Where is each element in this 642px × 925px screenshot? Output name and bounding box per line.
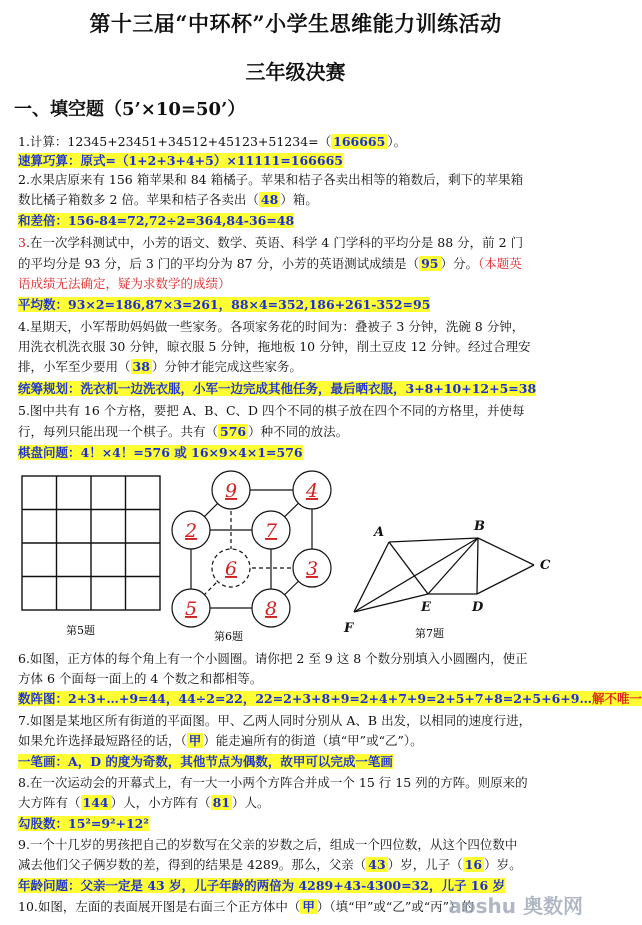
question-2-line2 xyxy=(18,191,574,208)
q1-end: ）。 xyxy=(387,134,407,149)
question-6-line1: 6.如图，正方体的每个角上有一个小圆圈。请你把 2 至 9 这 8 个数分别填入小圆圈内，使正 xyxy=(18,651,528,666)
question-9-line2 xyxy=(18,856,574,873)
q10-end: ）（填“甲”或“乙”或“丙”）的 xyxy=(316,899,474,914)
q7-end: ）能走遍所有的街道（填“甲”或“乙”）。 xyxy=(203,733,423,748)
q7-solution-text: 一笔画：A，D 的度为奇数，其他节点为偶数，故甲可以完成一笔画 xyxy=(18,754,393,769)
fig6-num-3: 3 xyxy=(305,558,319,580)
fig6-num-6: 6 xyxy=(224,558,238,580)
q8-solution xyxy=(18,815,574,832)
q8-answer-small: 81 xyxy=(212,795,231,810)
q4-solution xyxy=(18,380,574,397)
q10-answer: 甲 xyxy=(302,899,315,914)
q2-end: ）箱。 xyxy=(280,192,318,207)
q2-solution xyxy=(18,212,574,229)
question-6-line2: 方体 6 个面每一面上的 4 个数之和都相等。 xyxy=(18,671,263,686)
q3-note-line2 xyxy=(18,275,574,292)
q1-solution xyxy=(18,152,574,169)
q6-solution xyxy=(18,690,642,707)
question-8-line1: 8.在一次运动会的开幕式上，有一大一小两个方阵合并成一个 15 行 15 列的方阵。则原来的 xyxy=(18,775,528,790)
fig6-num-4: 4 xyxy=(305,480,319,502)
q6-solution-note: 解不唯一 xyxy=(591,691,642,706)
q3-text: .在一次学科测试中，小芳的语文、数学、英语、科学 4 门学科的平均分是 88 分，前 2 门 xyxy=(25,235,524,250)
q9-answer-father: 43 xyxy=(368,857,386,872)
q5-solution-text: 棋盘问题：4！×4！=576 或 16×9×4×1=576 xyxy=(18,445,303,460)
q10-text: 10.如图，左面的表面展开图是右面三个正方体中（ xyxy=(18,899,301,914)
q7-solution xyxy=(18,753,574,770)
q1-text: 1.计算：12345+23451+34512+45123+51234=（ xyxy=(18,134,332,149)
question-4-line2: 用洗衣机洗衣服 30 分钟，晾衣服 5 分钟，拖地板 10 分钟，削土豆皮 12 分钟。经过合理安 xyxy=(18,339,531,354)
q8-end: ）人。 xyxy=(232,795,270,810)
watermark-logo: aoshu 奥数网 xyxy=(448,894,583,918)
fig6-num-5: 5 xyxy=(184,598,198,620)
q3-number: 3 xyxy=(18,235,26,250)
q2-answer: 48 xyxy=(260,192,279,207)
q4-answer: 38 xyxy=(132,359,150,374)
q9-solution-text: 年龄问题：父亲一定是 43 岁，儿子年龄的两倍为 4289+43-4300=32，儿子 16 岁 xyxy=(18,878,506,893)
q3-answer: 95 xyxy=(421,256,439,271)
fig7-label-a: A xyxy=(374,525,385,540)
q9-text: 减去他们父子俩岁数的差，得到的结果是 4289。那么，父亲（ xyxy=(18,857,367,872)
question-9-line1: 9.一个十几岁的男孩把自己的岁数写在父亲的岁数之后，组成一个四位数，从这个四位数中 xyxy=(18,837,518,852)
fig7-label-f: F xyxy=(344,621,354,636)
q5-text: 行，每列只能出现一个棋子。共有（ xyxy=(18,424,219,439)
fig7-label-e: E xyxy=(421,600,431,615)
q3-text2: 的平均分是 93 分，后 3 门的平均分为 87 分，小芳的英语测试成绩是（ xyxy=(18,256,420,271)
fig7-caption: 第7题 xyxy=(415,627,444,640)
q3-solution-text: 平均数：93×2=186,87×3=261，88×4=352,186+261-352=95 xyxy=(18,297,431,312)
q1-answer: 166665 xyxy=(333,134,386,149)
fig7-label-c: C xyxy=(540,558,551,573)
page-title: 第十三届“中环杯”小学生思维能力训练活动 xyxy=(89,11,502,36)
q8-solution-text: 勾股数：15²=9²+12² xyxy=(18,816,149,831)
q8-text: 大方阵有（ xyxy=(18,795,81,810)
fig5-caption: 第5题 xyxy=(66,624,95,637)
q4-solution-text: 统筹规划：洗衣机一边洗衣服，小军一边完成其他任务，最后晒衣服，3+8+10+12+5=38 xyxy=(18,381,537,396)
question-4-line1: 4.星期天，小军帮助妈妈做一些家务。各项家务花的时间为：叠被子 3 分钟，洗碗 8 分钟， xyxy=(18,319,525,334)
q2-solution-text: 和差倍：156-84=72,72÷2=364,84-36=48 xyxy=(18,213,295,228)
question-1 xyxy=(18,133,574,150)
section-heading: 一、填空题（5’×10=50’） xyxy=(14,99,246,120)
fig6-num-8: 8 xyxy=(264,598,278,620)
fig6-num-2: 2 xyxy=(184,520,198,542)
fig6-num-7: 7 xyxy=(264,520,278,542)
fig6-caption: 第6题 xyxy=(214,630,243,643)
q3-solution xyxy=(18,296,574,313)
q7-text: 如果允许选择最短路径的话，（ xyxy=(18,733,187,748)
question-8-line2 xyxy=(18,794,574,811)
q8-text2: ）人，小方阵有（ xyxy=(110,795,211,810)
fig7-graph xyxy=(354,538,534,612)
q4-end: ）分钟才能完成这些家务。 xyxy=(151,359,302,374)
q9-end: ）岁。 xyxy=(484,857,522,872)
q5-end: ）种不同的放法。 xyxy=(248,424,349,439)
q9-answer-son: 16 xyxy=(464,857,483,872)
question-4-line3 xyxy=(18,358,574,375)
q8-answer-big: 144 xyxy=(82,795,109,810)
q6-solution-text: 数阵图：2+3+…+9=44，44÷2=22，22=2+3+8+9=2+4+7+9=2+5+7+8=2+5+6+9… xyxy=(18,691,592,706)
q3-note2: 语成绩无法确定，疑为求数学的成绩） xyxy=(18,276,231,291)
q5-solution xyxy=(18,444,574,461)
q4-text: 排，小军至少要用（ xyxy=(18,359,131,374)
question-5-line2 xyxy=(18,423,574,440)
page-subtitle: 三年级决赛 xyxy=(245,60,346,84)
figures xyxy=(0,462,591,650)
question-7-line2 xyxy=(18,732,574,749)
fig6-cube xyxy=(191,490,312,608)
fig5-grid xyxy=(22,476,160,610)
q3-note: （本题英 xyxy=(478,256,522,271)
q5-answer: 576 xyxy=(220,424,247,439)
q1-solution-text: 速算巧算：原式=（1+2+3+4+5）×11111=166665 xyxy=(18,153,343,168)
q2-text: 数比橘子箱数多 2 倍。苹果和桔子各卖出（ xyxy=(18,192,259,207)
q9-text2: ）岁，儿子（ xyxy=(387,857,463,872)
fig7-label-d: D xyxy=(472,600,484,615)
fig6-num-9: 9 xyxy=(224,480,238,502)
question-5-line1: 5.图中共有 16 个方格，要把 A、B、C、D 四个不同的棋子放在四个不同的方格里，并使每 xyxy=(18,403,525,418)
q7-answer: 甲 xyxy=(188,733,202,748)
question-3-line1 xyxy=(18,234,574,251)
fig7-label-b: B xyxy=(474,519,485,534)
question-7-line1: 7.如图是某地区所有街道的平面图。甲、乙两人同时分别从 A、B 出发，以相同的速度行进， xyxy=(18,713,532,728)
q3-end: ）分。 xyxy=(440,256,479,271)
question-2-line1: 2.水果店原来有 156 箱苹果和 84 箱橘子。苹果和桔子各卖出相等的箱数后，剩下的苹果箱 xyxy=(18,172,524,187)
question-3-line2 xyxy=(18,255,574,272)
